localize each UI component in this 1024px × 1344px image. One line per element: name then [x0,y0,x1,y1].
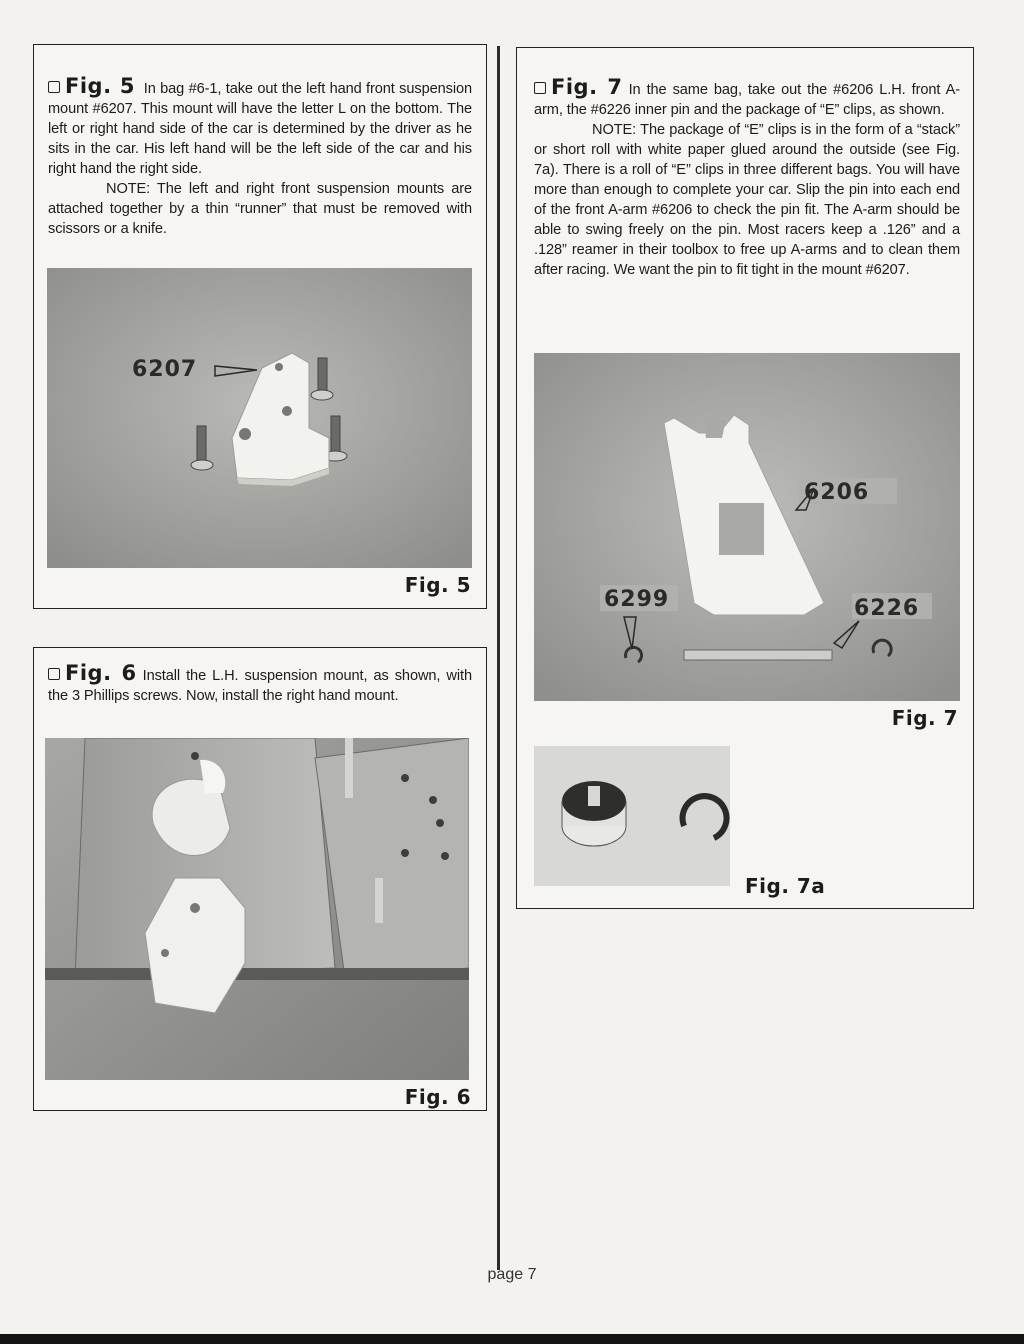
fig5-callout-6207: 6207 [132,357,198,382]
fig6-checkbox[interactable] [48,668,60,680]
fig7-text [534,77,960,280]
fig7-photo [534,353,960,701]
e-clip-roll-icon [562,781,626,846]
fig5-checkbox[interactable] [48,81,60,93]
pin-icon [684,650,832,660]
fig7-heading: Fig. 7 [551,75,623,99]
fig5-panel [33,44,487,609]
column-divider [497,46,500,1270]
fig5-photo [47,268,472,568]
fig7-callout-6299: 6299 [604,587,670,612]
fig6-heading: Fig. 6 [65,661,137,685]
fig6-text [48,663,472,706]
fig6-caption: Fig. 6 [404,1085,471,1109]
fig5-note: NOTE: The left and right front suspension mounts are attached together by a thin “runner” that must be removed with scissors or a knife. [48,181,472,237]
fig7a-caption: Fig. 7a [745,874,826,898]
fig5-caption: Fig. 5 [404,573,471,597]
fig6-photo [45,738,469,1080]
fig7-panel [516,47,974,909]
fig5-heading: Fig. 5 [65,74,135,98]
fig7-checkbox[interactable] [534,82,546,94]
page-number: page 7 [487,1266,537,1283]
fig7a-photo [534,746,730,886]
fig7-note: NOTE: The package of “E” clips is in the form of a “stack” or short roll with white paper glued around the outside (see Fig. 7a). There is a roll of “E” clips in three different bags. You will have more than enough to complete your car. Slip the pin into each end of the front A-arm #6206 to check the pin fit. The A-arm should be able to swing freely on the pin. Most racers keep a .126” and a .128” reamer in their toolbox to free up A-arms and to clean them after racing. We want the pin to fit tight in the mount #6207. [534,122,960,278]
fig7-callout-6226: 6226 [854,596,920,621]
fig7-caption: Fig. 7 [891,706,958,730]
fig6-body: Install the L.H. suspension mount, as shown, with the 3 Phillips screws. Now, install the right hand mount. [48,668,472,704]
scan-edge [0,1334,1024,1344]
fig7-callout-6206: 6206 [804,480,870,505]
fig7-body: In the same bag, take out the #6206 L.H. front A-arm, the #6226 inner pin and the package of “E” clips, as shown. [534,82,960,118]
fig6-panel [33,647,487,1111]
fig5-body: In bag #6-1, take out the left hand front suspension mount #6207. This mount will have the letter L on the bottom. The left or right hand side of the car is determined by the driver as he sits in the car. His left hand will be the left side of the car and his right hand the right side. [48,81,472,177]
fig5-text [48,76,472,239]
